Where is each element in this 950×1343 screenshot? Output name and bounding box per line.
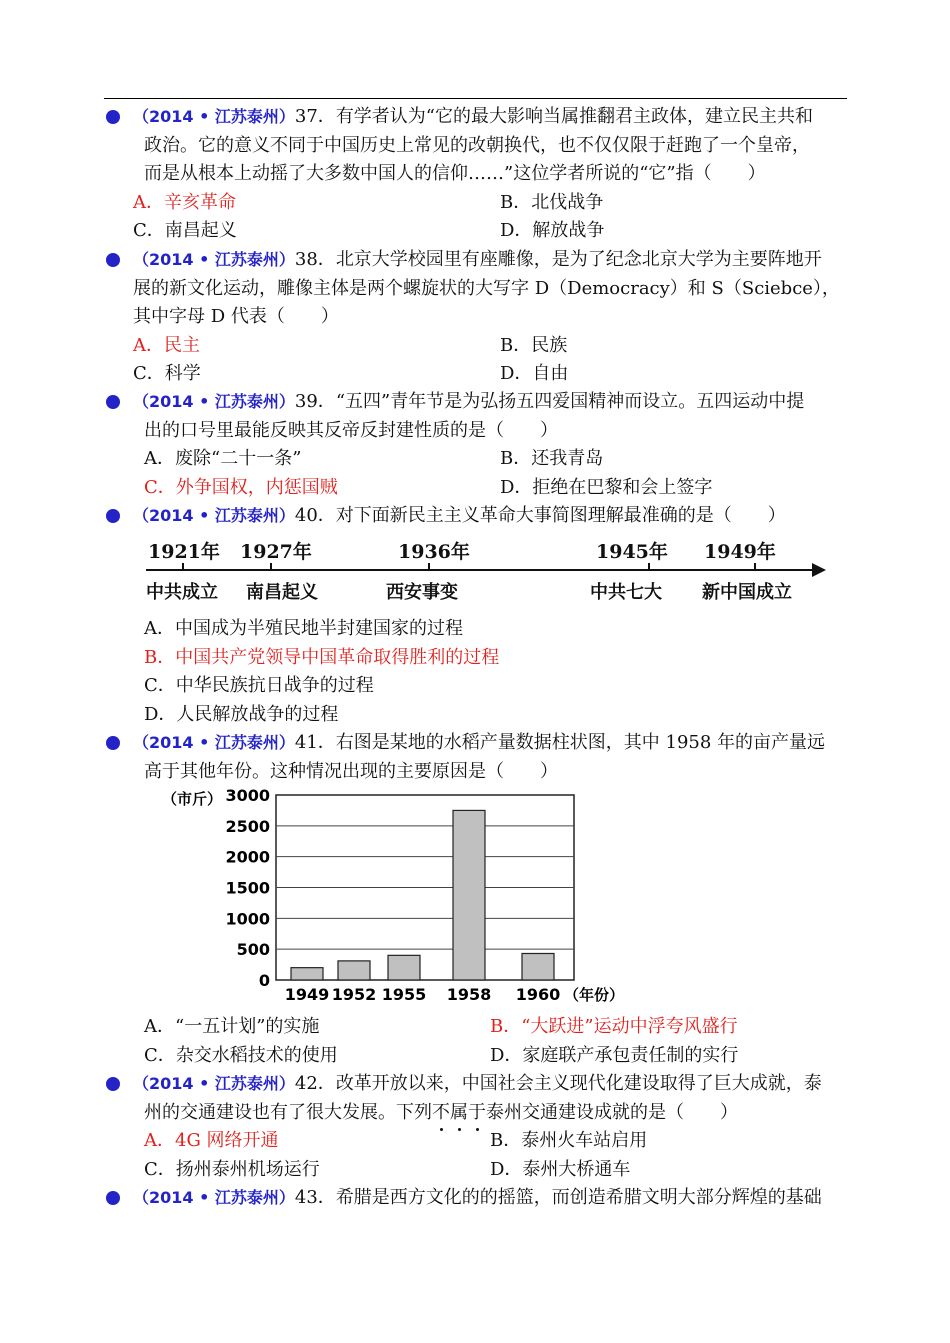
emphasis-char: 于 — [468, 1101, 486, 1123]
option-c-answer: C．外争国权，内惩国贼 — [144, 476, 338, 498]
y-tick-label: 1000 — [225, 909, 270, 929]
option-b: B．北伐战争 — [500, 191, 604, 213]
question-text: 高于其他年份。这种情况出现的主要原因是（ ） — [144, 760, 558, 782]
bar-1958 — [453, 810, 485, 980]
option-b: B．民族 — [500, 334, 568, 356]
option-b: B．泰州火车站启用 — [490, 1130, 648, 1151]
rice-yield-chart — [160, 784, 630, 1010]
question-number: 42． — [294, 1073, 336, 1094]
bar-1949 — [291, 968, 323, 980]
option-d: D．自由 — [500, 363, 569, 384]
question-text: 而是从根本上动摇了大多数中国人的信仰……”这位学者所说的“它”指（ ） — [144, 163, 766, 184]
x-tick-label: 1958 — [446, 985, 492, 1004]
timeline-year: 1945年 — [596, 541, 668, 563]
bullet-icon — [106, 509, 120, 523]
question-source: （2014 • 江苏泰州） — [133, 1188, 295, 1207]
timeline-tick — [182, 563, 184, 571]
top-rule — [104, 98, 847, 99]
question-source: （2014 • 江苏泰州） — [133, 107, 295, 126]
question-38 — [104, 246, 849, 389]
option-c: C．南昌起义 — [133, 220, 237, 241]
question-source: （2014 • 江苏泰州） — [133, 506, 295, 525]
question-text: 有学者认为“它的最大影响当属推翻君主政体，建立民主共和 — [335, 106, 814, 127]
x-tick-label: 1949 — [284, 985, 330, 1004]
option-c: C．杂交水稻技术的使用 — [144, 1044, 338, 1066]
question-text: 希腊是西方文化的的摇篮，而创造希腊文明大部分辉煌的基础 — [335, 1187, 822, 1208]
question-text: 其中字母 D 代表（ ） — [133, 306, 339, 327]
bar-1952 — [338, 961, 370, 980]
timeline-tick — [428, 563, 430, 571]
option-a: A．废除“二十一条” — [144, 448, 302, 469]
option-d: D．拒绝在巴黎和会上签字 — [500, 476, 713, 498]
x-tick-label: 1955 — [381, 985, 427, 1004]
bullet-icon — [106, 736, 120, 750]
timeline-tick — [270, 563, 272, 571]
option-d: D．解放战争 — [500, 220, 605, 241]
timeline-year: 1936年 — [398, 541, 470, 563]
bullet-icon — [106, 1191, 120, 1205]
timeline-event: 南昌起义 — [246, 582, 318, 603]
emphasis-char: 不 — [432, 1101, 450, 1123]
bar-1955 — [388, 955, 420, 980]
timeline-event: 新中国成立 — [702, 582, 792, 603]
question-number: 37． — [294, 106, 336, 127]
timeline-year: 1949年 — [704, 541, 776, 563]
question-text: 政治。它的意义不同于中国历史上常见的改朝换代，也不仅仅限于赶跑了一个皇帝， — [144, 134, 810, 156]
y-tick-label: 2500 — [225, 816, 270, 836]
timeline-diagram — [146, 533, 836, 613]
timeline-year: 1921年 — [148, 541, 220, 563]
y-tick-label: 2000 — [225, 847, 270, 867]
y-tick-label: 500 — [236, 940, 270, 960]
question-41-options — [104, 1013, 849, 1070]
question-source: （2014 • 江苏泰州） — [133, 733, 295, 752]
question-text: 出的口号里最能反映其反帝反封建性质的是（ ） — [144, 419, 558, 441]
question-40-options — [104, 615, 849, 729]
question-39 — [104, 388, 849, 502]
question-text: 泰州交通建设成就的是（ ） — [486, 1101, 738, 1123]
option-a-answer: A．民主 — [133, 334, 200, 356]
bullet-icon — [106, 1077, 120, 1091]
question-source: （2014 • 江苏泰州） — [133, 1074, 295, 1093]
y-tick-label: 0 — [258, 971, 270, 990]
question-text: 对下面新民主主义革命大事简图理解最准确的是（ ） — [335, 505, 786, 526]
chart-y-label: （市斤） — [162, 790, 223, 808]
timeline-event: 西安事变 — [386, 582, 458, 603]
option-b-answer: B．中国共产党领导中国革命取得胜利的过程 — [144, 646, 500, 668]
question-number: 43． — [294, 1187, 336, 1208]
timeline-tick — [754, 563, 756, 571]
option-d: D．泰州大桥通车 — [490, 1158, 631, 1180]
timeline-event: 中共成立 — [146, 582, 218, 603]
x-tick-label: 1952 — [331, 985, 377, 1004]
option-a-answer: A．4G 网络开通 — [144, 1130, 279, 1151]
question-source: （2014 • 江苏泰州） — [133, 250, 295, 269]
question-37 — [104, 103, 849, 246]
question-42 — [104, 1070, 849, 1184]
question-43 — [104, 1184, 849, 1213]
x-tick-label: 1960 — [515, 985, 561, 1004]
emphasis-char: 属 — [450, 1101, 468, 1123]
option-a: A．中国成为半殖民地半封建国家的过程 — [144, 618, 463, 639]
question-number: 41． — [294, 732, 336, 753]
option-a: A．“一五计划”的实施 — [144, 1016, 320, 1037]
emphasis-source — [432, 1102, 486, 1123]
question-number: 38． — [294, 249, 336, 270]
question-text: 改革开放以来，中国社会主义现代化建设取得了巨大成就，泰 — [335, 1073, 822, 1094]
bar-1960 — [522, 953, 554, 980]
timeline-tick — [648, 563, 650, 571]
timeline-axis — [146, 569, 814, 571]
timeline-arrow-icon — [812, 563, 826, 577]
question-text: “五四”青年节是为弘扬五四爱国精神而设立。五四运动中提 — [335, 391, 805, 412]
bullet-icon — [106, 395, 120, 409]
option-b-answer: B．“大跃进”运动中浮夸风盛行 — [490, 1016, 738, 1037]
y-tick-label: 3000 — [225, 786, 270, 805]
option-c: C．扬州泰州机场运行 — [144, 1158, 320, 1180]
question-text: 右图是某地的水稻产量数据柱状图，其中 1958 年的亩产量远 — [335, 732, 826, 753]
y-tick-label: 1500 — [225, 878, 270, 898]
bullet-icon — [106, 110, 120, 124]
question-40 — [104, 502, 849, 531]
timeline-year: 1927年 — [240, 541, 312, 563]
question-text: 北京大学校园里有座雕像，是为了纪念北京大学为主要阵地开 — [335, 249, 822, 270]
bullet-icon — [106, 253, 120, 267]
option-d: D．家庭联产承包责任制的实行 — [490, 1044, 739, 1066]
option-c: C．科学 — [133, 363, 201, 384]
option-a-answer: A．辛亥革命 — [133, 191, 236, 213]
option-c: C．中华民族抗日战争的过程 — [144, 675, 374, 696]
question-text: 展的新文化运动，雕像主体是两个螺旋状的大写字 D（Democracy）和 S（Sciebce）， — [133, 277, 840, 299]
option-d: D．人民解放战争的过程 — [144, 703, 339, 725]
chart-svg — [160, 784, 630, 1010]
emphasized-text — [432, 1102, 486, 1123]
question-number: 39． — [294, 391, 336, 412]
question-source: （2014 • 江苏泰州） — [133, 392, 295, 411]
timeline-event: 中共七大 — [590, 582, 662, 603]
question-number: 40． — [294, 505, 336, 526]
chart-x-label: （年份） — [564, 986, 625, 1004]
option-b: B．还我青岛 — [500, 448, 604, 469]
question-text: 州的交通建设也有了很大发展。下列 — [144, 1101, 432, 1123]
question-41 — [104, 729, 849, 786]
